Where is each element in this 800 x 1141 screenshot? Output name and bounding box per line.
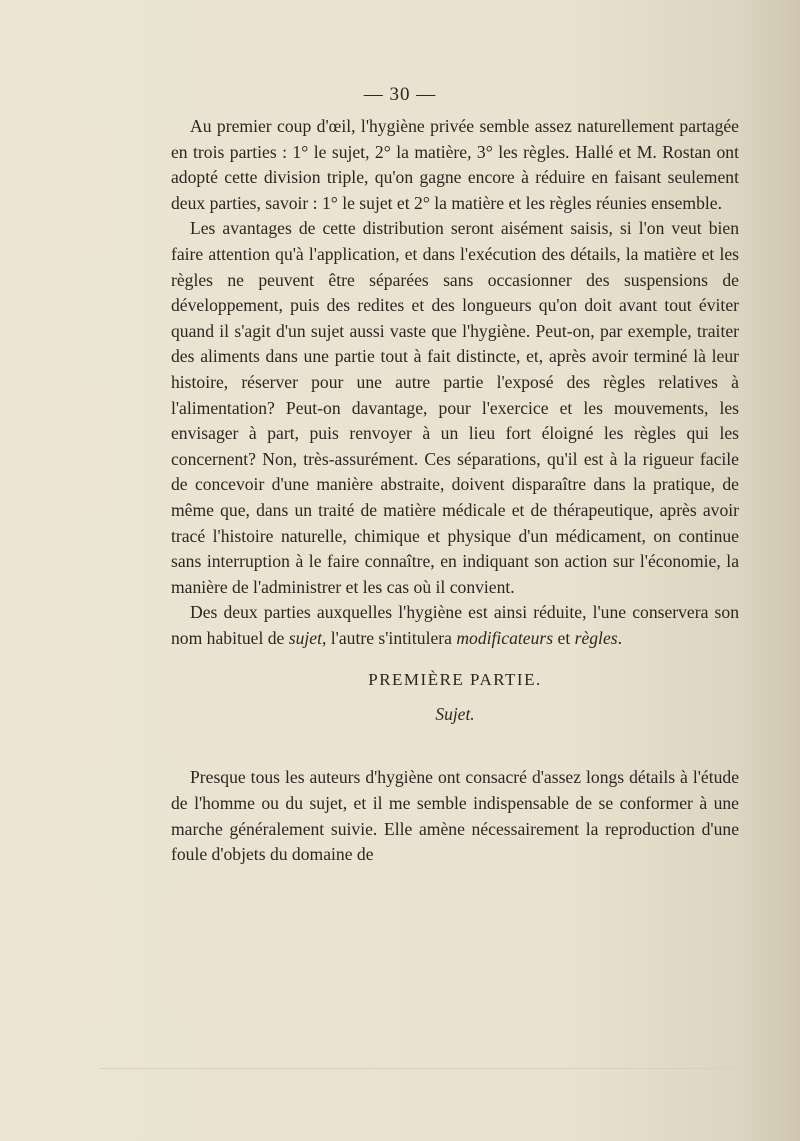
- section-heading: PREMIÈRE PARTIE.: [368, 670, 542, 690]
- term-regles: règles: [574, 627, 618, 648]
- paragraph-3-start: Des deux parties auxquelles l'hygiène est ainsi réduite, l'une conservera son nom habituel de: [171, 602, 739, 648]
- paragraph-2: Les avantages de cette distribution seront aisément saisis, si l'on veut bien faire attention qu'à l'application, et dans l'exécution des détails, la matière et les règles ne peuvent être séparées sans occasionner des suspensions de développement, puis des redites et des longueurs qu'on doit avant tout éviter quand il s'agit d'un sujet aussi vaste que l'hygiène. Peut-on, par exemple, traiter des aliments dans une partie tout à fait distincte, et, après avoir terminé là leur histoire, réserver pour une autre partie l'exposé des règles relatives à l'alimentation? Peut-on davantage, pour l'exercice et les mouvements, les envisager à part, puis renvoyer à un lieu fort éloigné les règles qui les concernent? Non, très-assurément. Ces séparations, qu'il est à la rigueur facile de concevoir d'une manière abstraite, doivent disparaître dans la pratique, de même que, dans un traité de matière médicale et de thérapeutique, après avoir tracé l'histoire naturelle, chimique et physique d'un médicament, on continue sans interruption à le faire connaître, en indiquant son action sur l'économie, la manière de l'administrer et les cas où il convient.: [171, 218, 739, 597]
- text-body: [171, 114, 739, 868]
- paragraph-1: Au premier coup d'œil, l'hygiène privée semble assez naturellement partagée en trois parties : 1° le sujet, 2° la matière, 3° les règles. Hallé et M. Rostan ont adopté cette division triple, qu'on gagne encore à réduire en faisant seulement deux parties, savoir : 1° le sujet et 2° la matière et les règles réunies ensemble.: [171, 116, 739, 213]
- paragraph-3-et: et: [553, 627, 575, 648]
- paragraph-3-mid: , l'autre s'intitulera: [322, 627, 457, 648]
- paragraph-3-end: .: [617, 627, 623, 648]
- paragraph-4: Presque tous les auteurs d'hygiène ont consacré d'assez longs détails à l'étude de l'homme ou du sujet, et il me semble indispensable de se conformer à une marche généralement suivie. Elle amène nécessairement la reproduction d'une foule d'objets du domaine de: [171, 767, 739, 865]
- term-modificateurs: modificateurs: [456, 627, 554, 648]
- section-subheading: Sujet.: [435, 704, 475, 725]
- page-edge-line: [100, 1068, 740, 1069]
- page-number: — 30 —: [363, 84, 437, 105]
- term-sujet: sujet: [288, 627, 322, 648]
- spacer: [171, 725, 739, 765]
- paragraph-3: [171, 600, 739, 651]
